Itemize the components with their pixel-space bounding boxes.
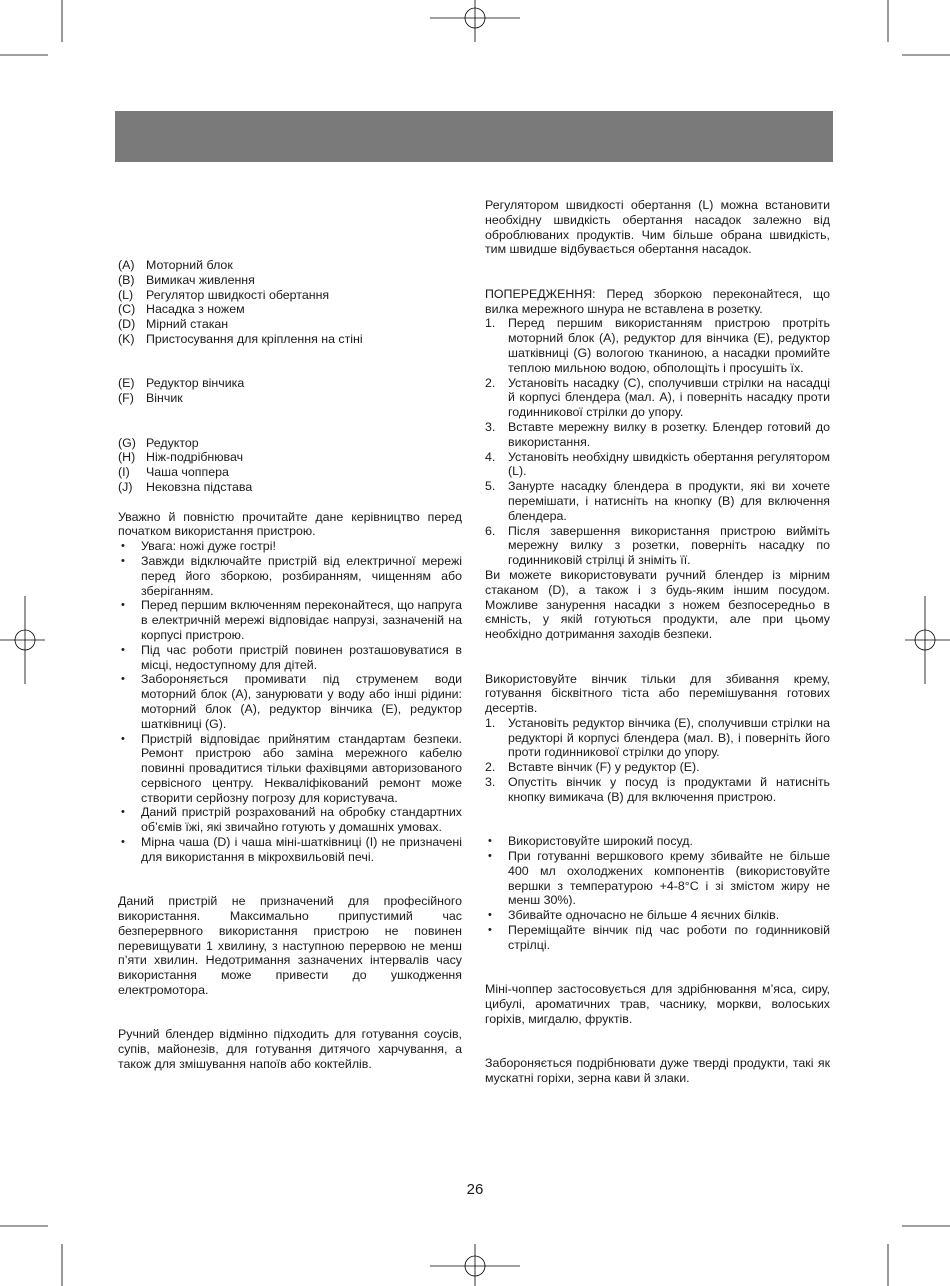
part-item <box>118 436 462 451</box>
part-code: (K) <box>118 331 135 346</box>
step-number: 3. <box>485 775 496 790</box>
right-column <box>485 198 830 1086</box>
part-label: Нековзна підстава <box>146 479 253 494</box>
safety-bullet: • Мірна чаша (D) і чаша міні-шатківниці (I) не призначені для використання в мікрохвильовій печі. <box>118 835 462 865</box>
part-label: Насадка з ножем <box>146 302 245 317</box>
step-text: Вставте вінчик (F) у редуктор (E). <box>508 760 700 775</box>
blender-step <box>485 420 830 450</box>
part-label: Чаша чоппера <box>146 465 229 480</box>
step-number: 4. <box>485 449 496 464</box>
safety-bullet: • Забороняється промивати під струменем води моторний блок (A), занурювати у воду або інші рідини: моторний блок (A), редуктор вінчика (E), редуктор шатківниці (G). <box>118 672 462 731</box>
whisk-steps <box>485 716 830 805</box>
blender-step <box>485 479 830 523</box>
warning-paragraph: ПОПЕРЕДЖЕННЯ: Перед зборкою переконайтеся, що вилка мережного шнура не вставлена в розетку. <box>485 286 830 316</box>
safety-bullet: • Пристрій відповідає прийнятим стандартам безпеки. Ремонт пристрою або заміна мережного кабелю повинні провадитися тільки фахівцями авторизованого сервісного центру. Некваліфікований ремонт може створити серйозну погрозу для користувача. <box>118 732 462 806</box>
part-item <box>118 288 462 303</box>
part-item <box>118 332 462 347</box>
part-item <box>118 302 462 317</box>
part-code: (E) <box>118 376 135 391</box>
safety-bullet: • Перед першим включенням переконайтеся, що напруга в електричній мережі відповідає напрузі, зазначеній на корпусі пристрою. <box>118 598 462 642</box>
step-text: Перед першим використанням пристрою протріть моторний блок (A), редуктор для вінчика (E), редуктор шатківниці (G) вологою тканиною, а насадки промийте теплою мильною водою, обполощіть і просушіть їх. <box>508 316 830 375</box>
safety-bullet: • Увага: ножі дуже гострі! <box>118 539 462 554</box>
whisk-step <box>485 760 830 775</box>
part-item <box>118 273 462 288</box>
parts-list-main <box>118 258 462 347</box>
part-code: (I) <box>118 465 130 480</box>
blender-after-paragraph: Ви можете використовувати ручний блендер із мірним стаканом (D), а також і з будь-яким іншим посудом. Можливе занурення насадки з ножем безпосередньо в ємність, у якій готуються продукти, але при цьому необхідно дотримання заходів безпеки. <box>485 567 830 642</box>
blender-step <box>485 376 830 420</box>
part-code: (C) <box>118 302 136 317</box>
part-item <box>118 376 462 391</box>
safety-bullet: • Даний пристрій розрахований на обробку стандартних об’ємів їжі, які звичайно готують у домашніх умовах. <box>118 805 462 835</box>
step-text: Установіть насадку (C), сполучивши стрілки на насадці й корпусі блендера (мал. A), і поверніть насадку проти годинникової стрілки до упору. <box>508 375 830 420</box>
part-item <box>118 480 462 495</box>
step-number: 6. <box>485 523 496 538</box>
step-number: 3. <box>485 419 496 434</box>
safety-bullet: • Під час роботи пристрій повинен розташовуватися в місці, недоступному для дітей. <box>118 643 462 673</box>
step-number: 5. <box>485 479 496 494</box>
chopper-use-paragraph: Міні-чоппер застосовується для здрібнювання м’яса, сиру, цибулі, ароматичних трав, часнику, моркви, волоських горіхів, мигдалю, фруктів. <box>485 982 830 1026</box>
usage-limit-paragraph: Даний пристрій не призначений для професійного використання. Максимально припустимий час безперервного використання пристрою не повинен перевищувати 1 хвилину, з наступною перервою не менш п’яти хвилин. Недотримання зазначених інтервалів часу використання може привести до ушкодження електромотора. <box>118 894 462 998</box>
left-column <box>118 258 462 1072</box>
step-text: Установіть необхідну швидкість обертання регулятором (L). <box>508 449 830 479</box>
part-label: Редуктор вінчика <box>146 376 245 391</box>
whisk-step <box>485 775 830 805</box>
step-number: 1. <box>485 715 496 730</box>
part-code: (H) <box>118 450 136 465</box>
whisk-tip: • Переміщайте вінчик під час роботи по годинниковій стрілці. <box>485 923 830 953</box>
page-number: 26 <box>466 1181 484 1198</box>
part-code: (L) <box>118 287 134 302</box>
whisk-tip: • Збивайте одночасно не більше 4 яєчних білків. <box>485 908 830 923</box>
step-text: Після завершення використання пристрою вийміть мережну вилку з розетки, поверніть насадку по годинниковій стрілці й зніміть її. <box>508 523 830 568</box>
whisk-tips <box>485 834 830 952</box>
blender-step <box>485 450 830 480</box>
whisk-tip: • При готуванні вершкового крему збивайте не більше 400 мл охолоджених компонентів (використовуйте вершки з температурою +4-8°C і зі змістом жиру не менш 30%). <box>485 849 830 908</box>
step-text: Вставте мережну вилку в розетку. Блендер готовий до використання. <box>508 419 830 449</box>
parts-list-chopper <box>118 436 462 495</box>
part-item <box>118 258 462 273</box>
step-number: 2. <box>485 375 496 390</box>
blender-steps <box>485 316 830 568</box>
safety-intro: Уважно й повністю прочитайте дане керівництво перед початком використання пристрою. <box>118 509 462 539</box>
part-label: Мірний стакан <box>146 317 229 332</box>
step-number: 2. <box>485 760 496 775</box>
part-code: (G) <box>118 435 136 450</box>
whisk-tip: • Використовуйте широкий посуд. <box>485 834 830 849</box>
part-item <box>118 465 462 480</box>
part-item <box>118 391 462 406</box>
part-code: (B) <box>118 272 135 287</box>
step-number: 1. <box>485 316 496 331</box>
whisk-step <box>485 716 830 760</box>
part-label: Регулятор швидкості обертання <box>146 287 330 302</box>
part-item <box>118 450 462 465</box>
blender-use-paragraph: Ручний блендер відмінно підходить для готування соусів, супів, майонезів, для готування дитячого харчування, а також для змішування напоїв або коктейлів. <box>118 1027 462 1072</box>
part-code: (D) <box>118 317 136 332</box>
header-band <box>115 111 833 162</box>
part-label: Вимикач живлення <box>146 272 255 287</box>
blender-step <box>485 316 830 375</box>
chopper-warning-paragraph: Забороняється подрібнювати дуже тверді продукти, такі як мускатні горіхи, зерна кави й злаки. <box>485 1056 830 1086</box>
blender-step <box>485 524 830 568</box>
part-code: (J) <box>118 479 133 494</box>
speed-regulator-paragraph: Регулятором швидкості обертання (L) можна встановити необхідну швидкість обертання насадок залежно від оброблюваних продуктів. Чим більше обрана швидкість, тим швидше відбувається обертання насадок. <box>485 198 830 257</box>
step-text: Опустіть вінчик у посуд із продуктами й натисніть кнопку вимикача (B) для включення пристрою. <box>508 775 830 804</box>
whisk-intro-paragraph: Використовуйте вінчик тільки для збивання крему, готування бісквітного тіста або перемішування готових десертів. <box>485 671 830 716</box>
part-label: Вінчик <box>146 391 183 406</box>
parts-list-whisk <box>118 376 462 406</box>
part-code: (F) <box>118 391 134 406</box>
part-label: Моторний блок <box>146 258 233 272</box>
part-label: Пристосування для кріплення на стіні <box>146 331 363 346</box>
safety-bullets <box>118 539 462 865</box>
step-text: Установіть редуктор вінчика (E), сполучивши стрілки на редукторі й корпусі блендера (мал. B), і поверніть його проти годинникової стрілки до упору. <box>508 715 830 760</box>
part-label: Редуктор <box>146 435 199 450</box>
part-code: (A) <box>118 258 135 272</box>
part-item <box>118 317 462 332</box>
step-text: Занурте насадку блендера в продукти, які ви хочете перемішати, і натисніть на кнопку (B) для включення блендера. <box>508 479 830 523</box>
part-label: Ніж-подрібнювач <box>146 450 244 465</box>
safety-bullet: • Завжди відключайте пристрій від електричної мережі перед його зборкою, розбиранням, чищенням або зберіганням. <box>118 554 462 598</box>
